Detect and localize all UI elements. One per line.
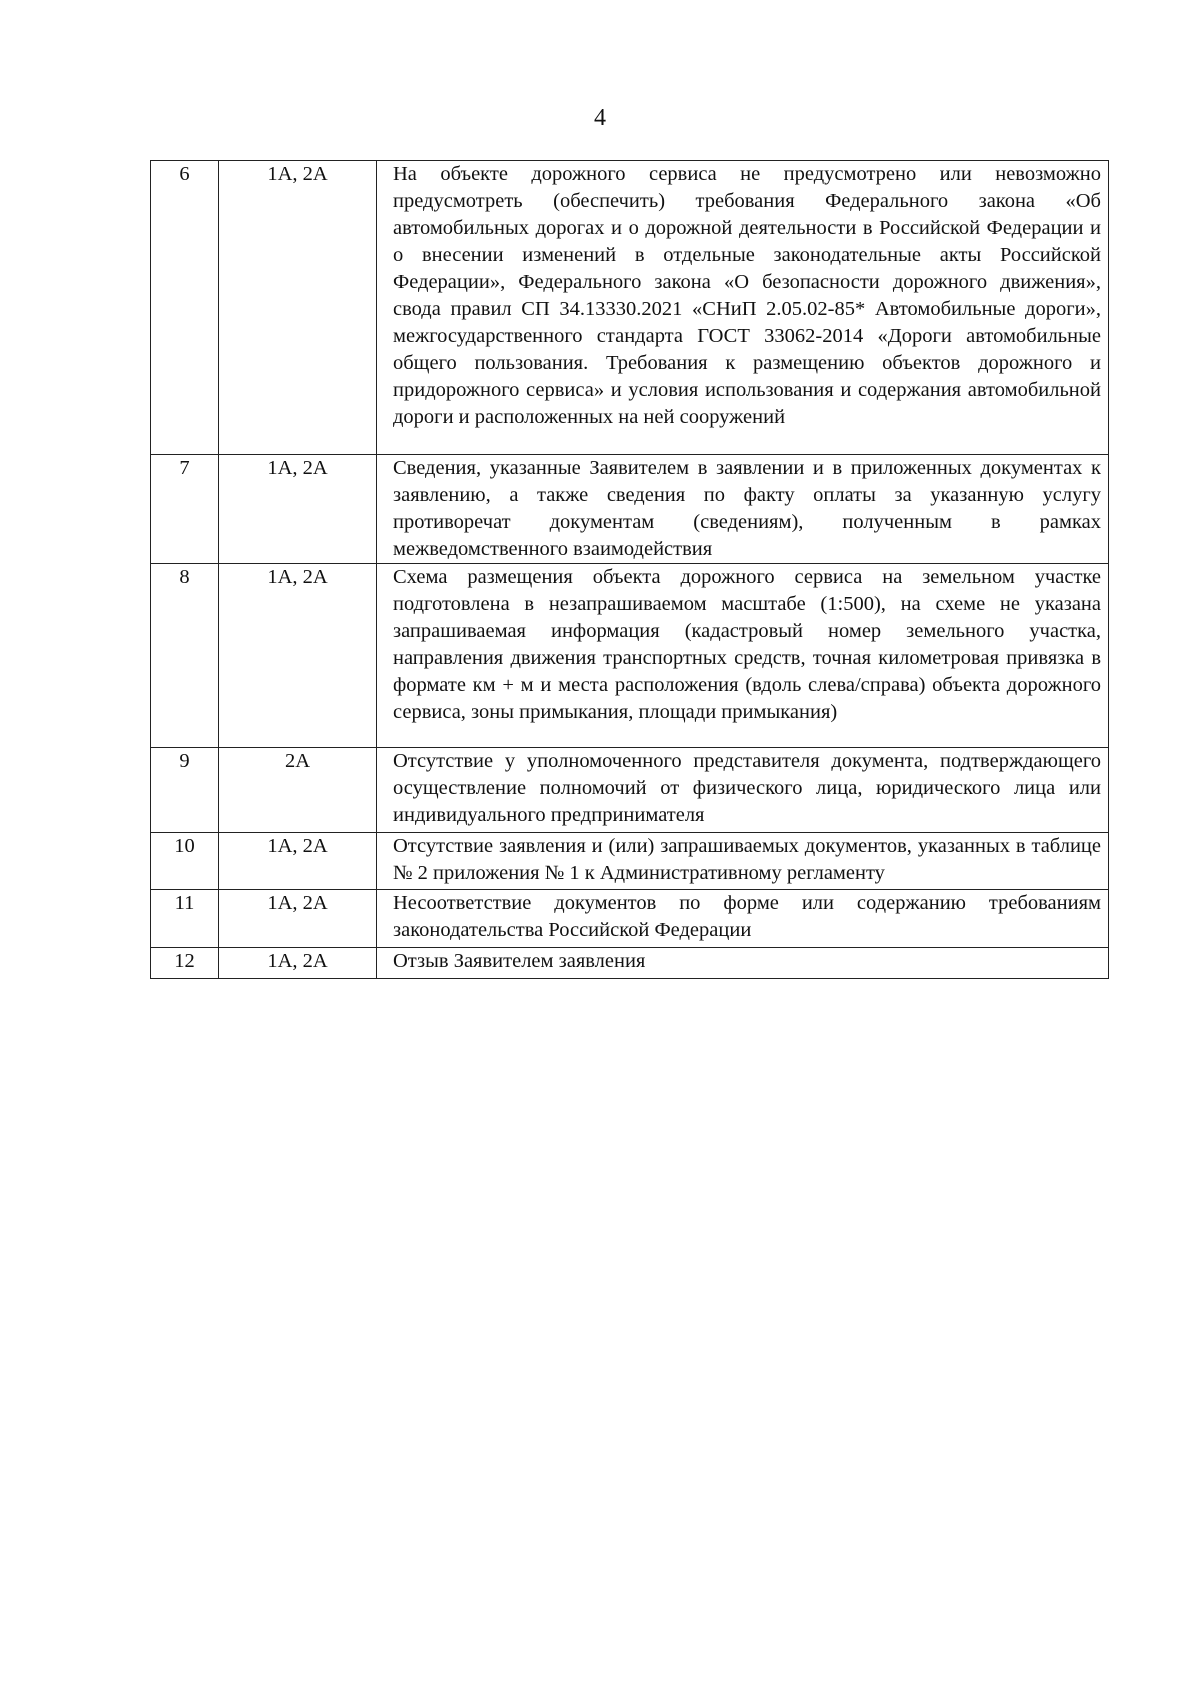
row-groups: 1А, 2А bbox=[219, 455, 377, 564]
row-groups: 2А bbox=[219, 748, 377, 833]
table-row bbox=[151, 455, 1109, 564]
row-text bbox=[377, 748, 1109, 833]
row-groups: 1А, 2А bbox=[219, 948, 377, 979]
row-number: 10 bbox=[151, 833, 219, 890]
table-row bbox=[151, 890, 1109, 948]
table-row bbox=[151, 161, 1109, 455]
row-text: Сведения, указанные Заявителем в заявлении и в приложенных документах к заявлению, а также сведения по факту оплаты за указанную услугу противоречат документам (сведениям), полученным в рамках межведомственного взаимодействия bbox=[377, 455, 1109, 564]
table-row bbox=[151, 748, 1109, 833]
table-row bbox=[151, 833, 1109, 890]
row-number: 6 bbox=[151, 161, 219, 455]
row-text: Несоответствие документов по форме или содержанию требованиям законодательства Российской Федерации bbox=[377, 890, 1109, 948]
row-text-content: Отсутствие у уполномоченного представителя документа, подтверждающего осуществление полномочий от физического лица, юридического лица или индивидуального предпринимателя bbox=[393, 750, 1101, 826]
row-number: 9 bbox=[151, 748, 219, 833]
refusal-reasons-table bbox=[150, 160, 1109, 979]
row-groups: 1А, 2А bbox=[219, 890, 377, 948]
row-number: 7 bbox=[151, 455, 219, 564]
table-row bbox=[151, 564, 1109, 748]
row-groups: 1А, 2А bbox=[219, 833, 377, 890]
table-row bbox=[151, 948, 1109, 979]
row-text: На объекте дорожного сервиса не предусмотрено или невозможно предусмотреть (обеспечить) требования Федерального закона «Об автомобильных дорогах и о дорожной деятельности в Российской Федерации и о внесении изменений в отдельные законодательные акты Российской Федерации», Федерального закона «О безопасности дорожного движения», свода правил СП 34.13330.2021 «СНиП 2.05.02-85* Автомобильные дороги», межгосударственного стандарта ГОСТ 33062-2014 «Дороги автомобильные общего пользования. Требования к размещению объектов дорожного и придорожного сервиса» и условия использования и содержания автомобильной дороги и расположенных на ней сооружений bbox=[377, 161, 1109, 455]
row-number: 8 bbox=[151, 564, 219, 748]
page-number: 4 bbox=[594, 105, 606, 131]
row-groups: 1А, 2А bbox=[219, 564, 377, 748]
row-number: 12 bbox=[151, 948, 219, 979]
row-text: Отзыв Заявителем заявления bbox=[377, 948, 1109, 979]
row-text: Отсутствие заявления и (или) запрашиваемых документов, указанных в таблице № 2 приложения № 1 к Административному регламенту bbox=[377, 833, 1109, 890]
row-text: Схема размещения объекта дорожного сервиса на земельном участке подготовлена в незапрашиваемом масштабе (1:500), на схеме не указана запрашиваемая информация (кадастровый номер земельного участка, направления движения транспортных средств, точная километровая привязка в формате км + м и места расположения (вдоль слева/справа) объекта дорожного сервиса, зоны примыкания, площади примыкания) bbox=[377, 564, 1109, 748]
row-number: 11 bbox=[151, 890, 219, 948]
row-groups: 1А, 2А bbox=[219, 161, 377, 455]
